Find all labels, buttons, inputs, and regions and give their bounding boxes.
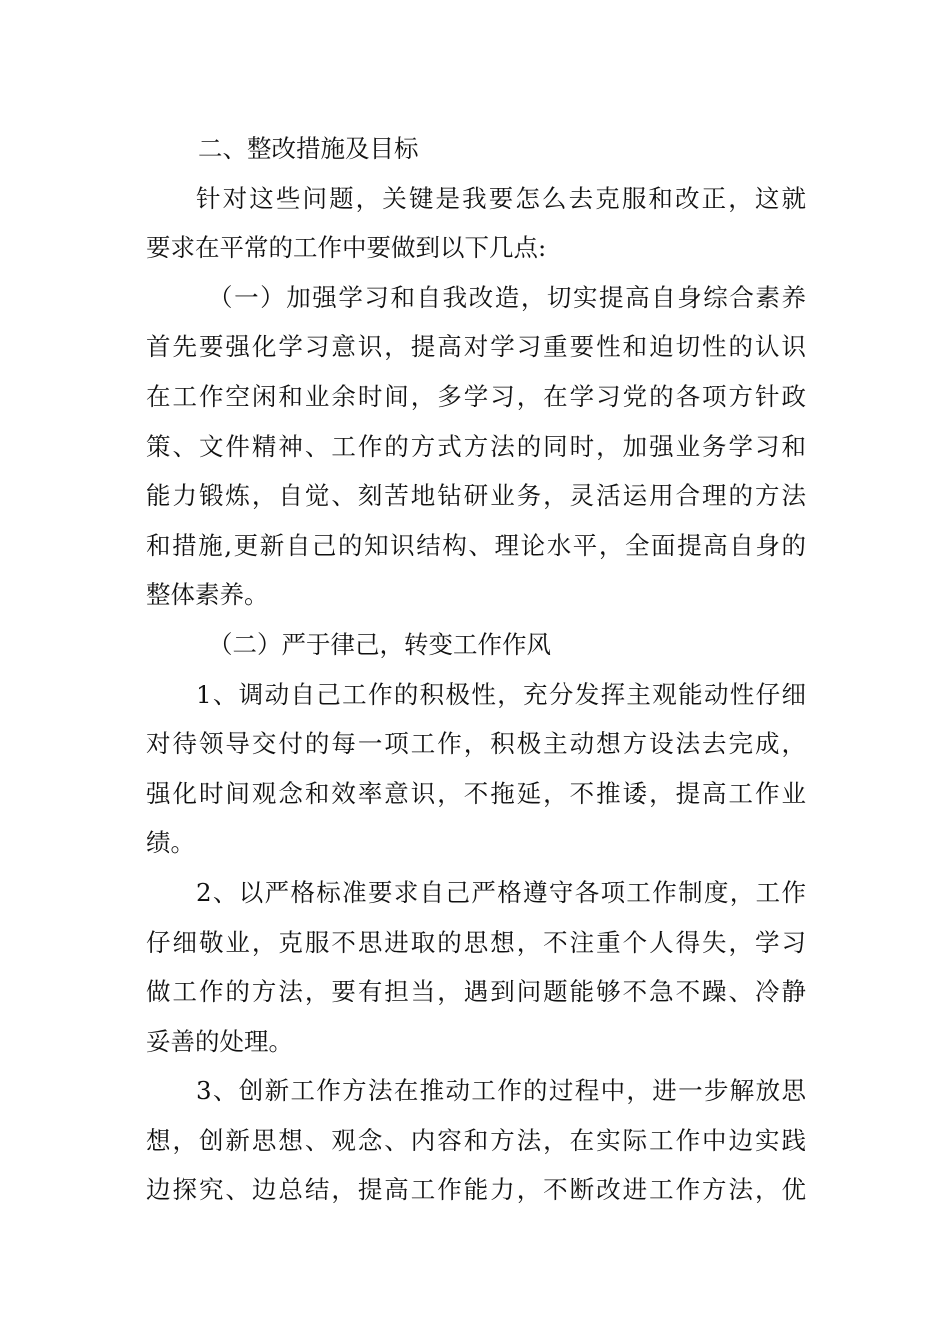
paragraph-line: 强化时间观念和效率意识，不拖延，不推诿，提高工作业	[146, 778, 806, 808]
paragraph-line: 对待领导交付的每一项工作，积极主动想方设法去完成，	[146, 729, 806, 759]
paragraph-line: 3、创新工作方法在推动工作的过程中，进一步解放思	[196, 1076, 806, 1106]
document-body	[146, 124, 806, 1215]
paragraph-line: 妥善的处理。	[146, 1026, 293, 1056]
paragraph-line: 想，创新思想、观念、内容和方法，在实际工作中边实践	[146, 1125, 806, 1155]
paragraph-line: 整体素养。	[146, 580, 269, 610]
paragraph-line: 仔细敬业，克服不思进取的思想，不注重个人得失，学习	[146, 927, 806, 957]
paragraph-line: 1、调动自己工作的积极性，充分发挥主观能动性仔细	[196, 679, 806, 709]
paragraph-line: 边探究、边总结，提高工作能力，不断改进工作方法，优	[146, 1175, 806, 1205]
paragraph-line: 首先要强化学习意识，提高对学习重要性和迫切性的认识	[146, 332, 806, 362]
subheading-line: （一）加强学习和自我改造，切实提高自身综合素养	[208, 282, 806, 312]
paragraph-line: 能力锻炼，自觉、刻苦地钻研业务，灵活运用合理的方法	[146, 481, 806, 511]
paragraph-line: 做工作的方法，要有担当，遇到问题能够不急不躁、冷静	[146, 977, 806, 1007]
subheading-line: （二）严于律己，转变工作作风	[208, 629, 551, 659]
paragraph-line: 策、文件精神、工作的方式方法的同时，加强业务学习和	[146, 431, 806, 461]
section-heading: 二、整改措施及目标	[198, 134, 419, 163]
paragraph-line: 针对这些问题，关键是我要怎么去克服和改正，这就	[196, 183, 806, 213]
paragraph-line: 要求在平常的工作中要做到以下几点:	[146, 233, 547, 263]
paragraph-line: 和措施,更新自己的知识结构、理论水平，全面提高自身的	[146, 530, 806, 560]
paragraph-line: 在工作空闲和业余时间，多学习，在学习党的各项方针政	[146, 381, 806, 411]
paragraph-line: 2、以严格标准要求自己严格遵守各项工作制度，工作	[196, 877, 806, 907]
paragraph-line: 绩。	[146, 828, 195, 858]
